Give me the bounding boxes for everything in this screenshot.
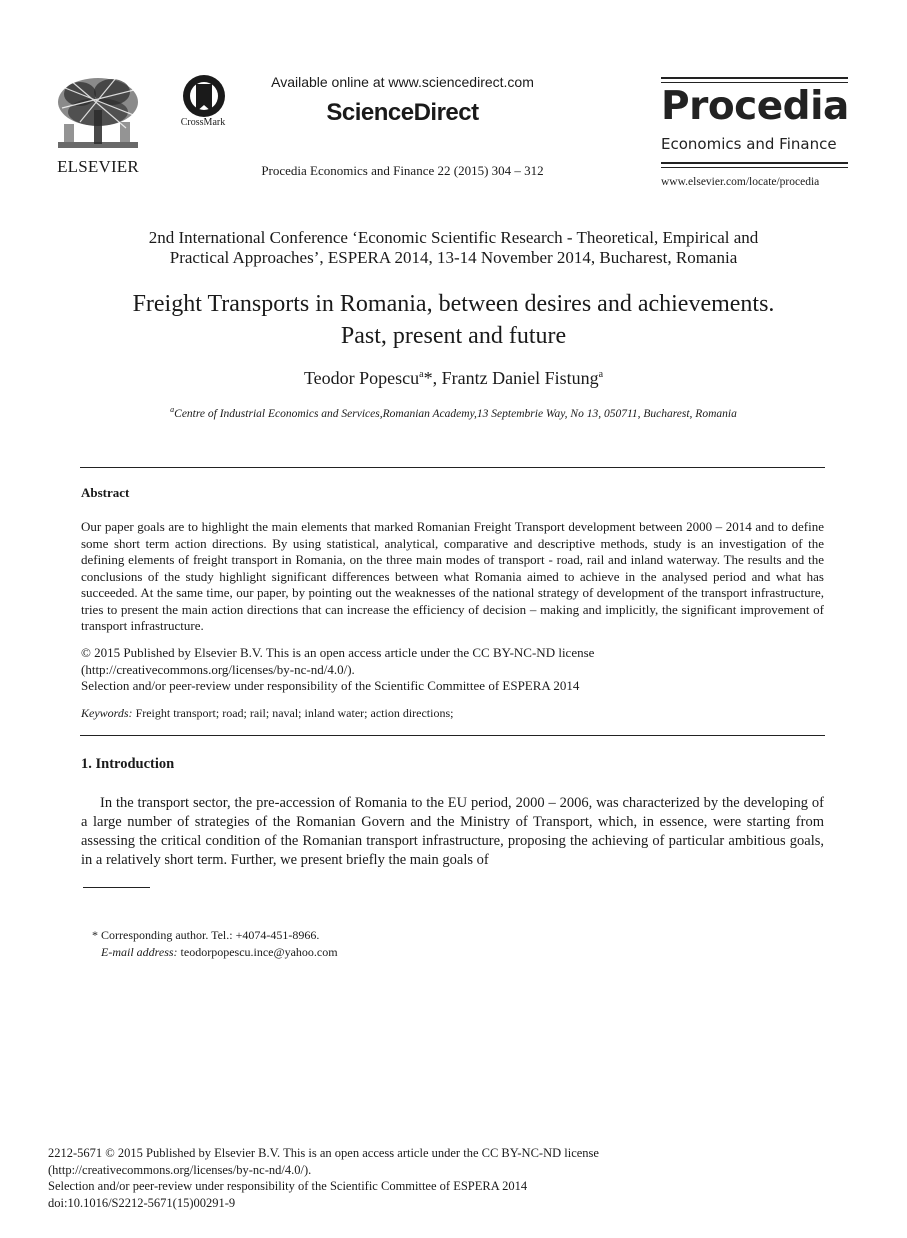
author-1-affil-mark: a xyxy=(419,369,424,380)
section-heading-introduction: 1. Introduction xyxy=(81,756,175,772)
available-online-text[interactable]: Available online at www.sciencedirect.com xyxy=(271,74,534,90)
title-line-2: Past, present and future xyxy=(340,323,567,349)
affiliation-mark: a xyxy=(170,405,175,414)
brand-divider-top-thin xyxy=(661,82,848,83)
abstract-heading: Abstract xyxy=(81,485,130,500)
sciencedirect-logo[interactable]: ScienceDirect xyxy=(326,99,479,126)
footer-peer-review: Selection and/or peer-review under responsibility of the Scientific Committee of ESPERA 2014 xyxy=(48,1179,528,1193)
author-name-1: Teodor Popescu xyxy=(303,368,420,388)
journal-url-link[interactable]: www.elsevier.com/locate/procedia xyxy=(661,176,820,188)
procedia-subtitle: Economics and Finance xyxy=(661,135,837,153)
introduction-paragraph: In the transport sector, the pre-accession of Romania to the EU period, 2000 – 2006, was characterized by the developing of a large number of strategies of the Romanian Govern and the Ministry of Transport, which, in essence, were starting from assessing the critical condition of the Romanian transport infrastructure, proposing the achieving of particular ambitious goals, in a relatively short term. Further, we present briefly the main goals of xyxy=(81,795,824,868)
title-line-1: Freight Transports in Romania, between desires and achievements. xyxy=(132,291,775,317)
footer-license-link[interactable]: (http://creativecommons.org/licenses/by-nc-nd/4.0/). xyxy=(48,1162,312,1177)
copyright-line-1: © 2015 Published by Elsevier B.V. This is an open access article under the CC BY-NC-ND license xyxy=(81,645,595,660)
elsevier-wordmark: ELSEVIER xyxy=(57,157,139,176)
affiliation xyxy=(60,405,847,420)
brand-divider-bottom-thin xyxy=(661,167,848,168)
brand-divider-bottom xyxy=(661,162,848,164)
abstract-bottom-rule xyxy=(80,735,825,736)
email-label: E-mail address: xyxy=(101,945,178,959)
paper-title xyxy=(40,288,867,352)
peer-review-line: Selection and/or peer-review under responsibility of the Scientific Committee of ESPERA 2014 xyxy=(81,678,580,693)
brand-divider-top xyxy=(661,77,848,79)
conference-info xyxy=(60,228,847,267)
license-link[interactable]: (http://creativecommons.org/licenses/by-nc-nd/4.0/). xyxy=(81,661,355,677)
footnote-email xyxy=(101,945,338,960)
keywords xyxy=(81,706,824,721)
conference-line-1: 2nd International Conference ‘Economic Scientific Research - Theoretical, Empirical and xyxy=(148,228,759,247)
author-name-2: Frantz Daniel Fistung xyxy=(441,368,599,388)
email-address[interactable]: teodorpopescu.ince@yahoo.com xyxy=(177,945,338,959)
conference-line-2: Practical Approaches’, ESPERA 2014, 13-14 November 2014, Bucharest, Romania xyxy=(169,247,738,267)
abstract-top-rule xyxy=(80,467,825,468)
keywords-text: Freight transport; road; rail; naval; inland water; action directions; xyxy=(132,706,454,720)
journal-reference: Procedia Economics and Finance 22 (2015) 304 – 312 xyxy=(261,163,544,178)
author-list xyxy=(100,368,807,389)
keywords-label: Keywords: xyxy=(81,706,133,720)
footnote-corresponding: * Corresponding author. Tel.: +4074-451-8966. xyxy=(92,928,320,942)
author-2-affil-mark: a xyxy=(598,369,604,380)
crossmark-label: CrossMark xyxy=(180,117,226,128)
footer-doi[interactable]: doi:10.1016/S2212-5671(15)00291-9 xyxy=(48,1195,236,1210)
affiliation-text: Centre of Industrial Economics and Services,Romanian Academy,13 Septembrie Way, No 13, 050711, Bucharest, Romania xyxy=(174,407,737,420)
footer-issn-license: 2212-5671 © 2015 Published by Elsevier B.V. This is an open access article under the CC BY-NC-ND license xyxy=(48,1146,599,1160)
page-footer xyxy=(48,1145,848,1211)
copyright-notice xyxy=(81,645,824,695)
abstract-text: Our paper goals are to highlight the main elements that marked Romanian Freight Transport development between 2000 – 2014 and to define some short term action directions. By using statistical, analytical, comparative and descriptive methods, study is an investigation of the defining elements of freight transport in Romania, on the three main modes of transport - road, rail and inland waterway. The results and the conclusions of the study highlight significant differences between what Romania aimed to achieve in the analysed period and what has succeeded. At the same time, our paper, by pointing out the weaknesses of the national strategy of development of the transport infrastructure, tries to present the main action directions that can increase the efficiency of decision – making and implicitly, the significant improvement of transport infrastructure. xyxy=(81,519,824,633)
procedia-logo: Procedia xyxy=(661,84,849,129)
corresponding-mark: *, xyxy=(423,368,442,388)
footnote-rule xyxy=(83,887,150,888)
